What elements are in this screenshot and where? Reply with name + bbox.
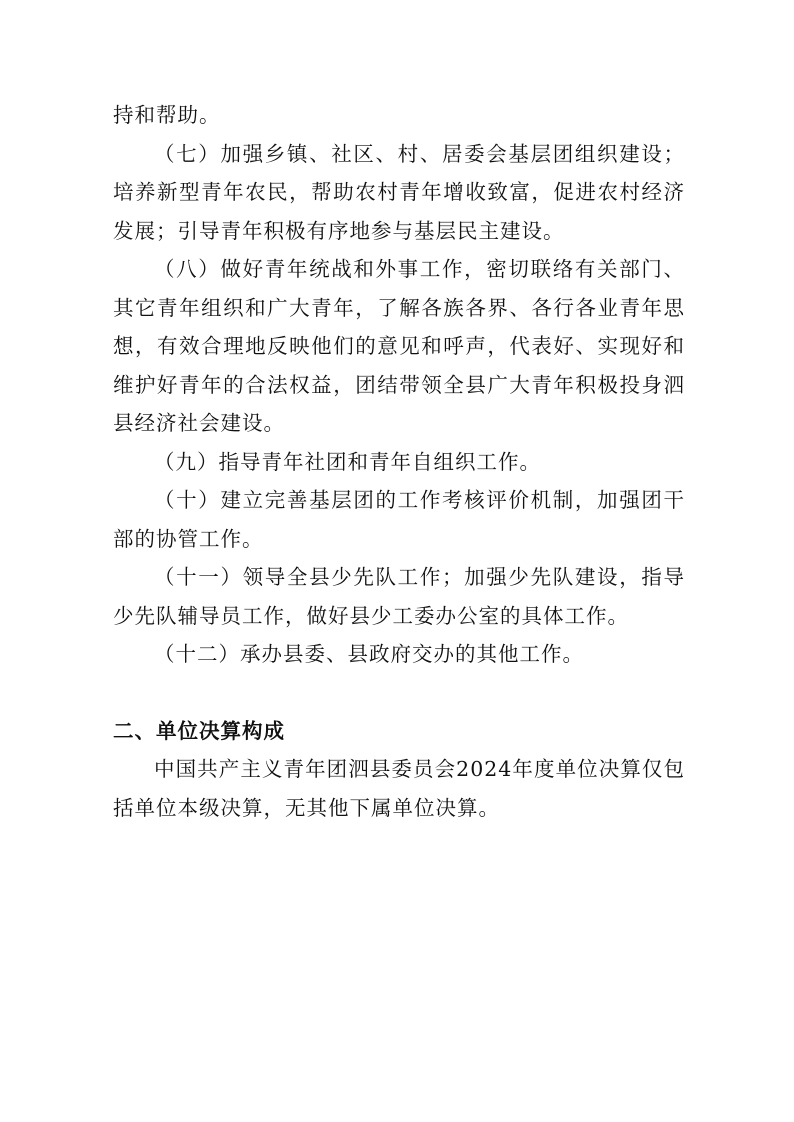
paragraph-item-9: （九）指导青年社团和青年自组织工作。 [154,449,541,474]
paragraph-unit-budget: 中国共产主义青年团泗县委员会2024年度单位决算仅包括单位本级决算，无其他下属单位决算。 [113,757,685,820]
paragraph-item-10: （十）建立完善基层团的工作考核评价机制，加强团干部的协管工作。 [113,488,685,551]
document-page [113,96,685,827]
paragraph-item-11: （十一）领导全县少先队工作；加强少先队建设，指导少先队辅导员工作，做好县少工委办公室的具体工作。 [113,565,685,628]
section-heading-unit-budget: 二、单位决算构成 [113,718,285,743]
paragraph-item-12: （十二）承办县委、县政府交办的其他工作。 [154,642,584,666]
paragraph-item-7: （七）加强乡镇、社区、村、居委会基层团组织建设；培养新型青年农民，帮助农村青年增收致富，促进农村经济发展；引导青年积极有序地参与基层民主建设。 [113,141,685,243]
paragraph-item-8: （八）做好青年统战和外事工作，密切联络有关部门、其它青年组织和广大青年，了解各族各界、各行各业青年思想，有效合理地反映他们的意见和呼声，代表好、实现好和维护好青年的合法权益，团结带领全县广大青年积极投身泗县经济社会建设。 [113,257,685,435]
paragraph-continued: 持和帮助。 [113,103,221,127]
